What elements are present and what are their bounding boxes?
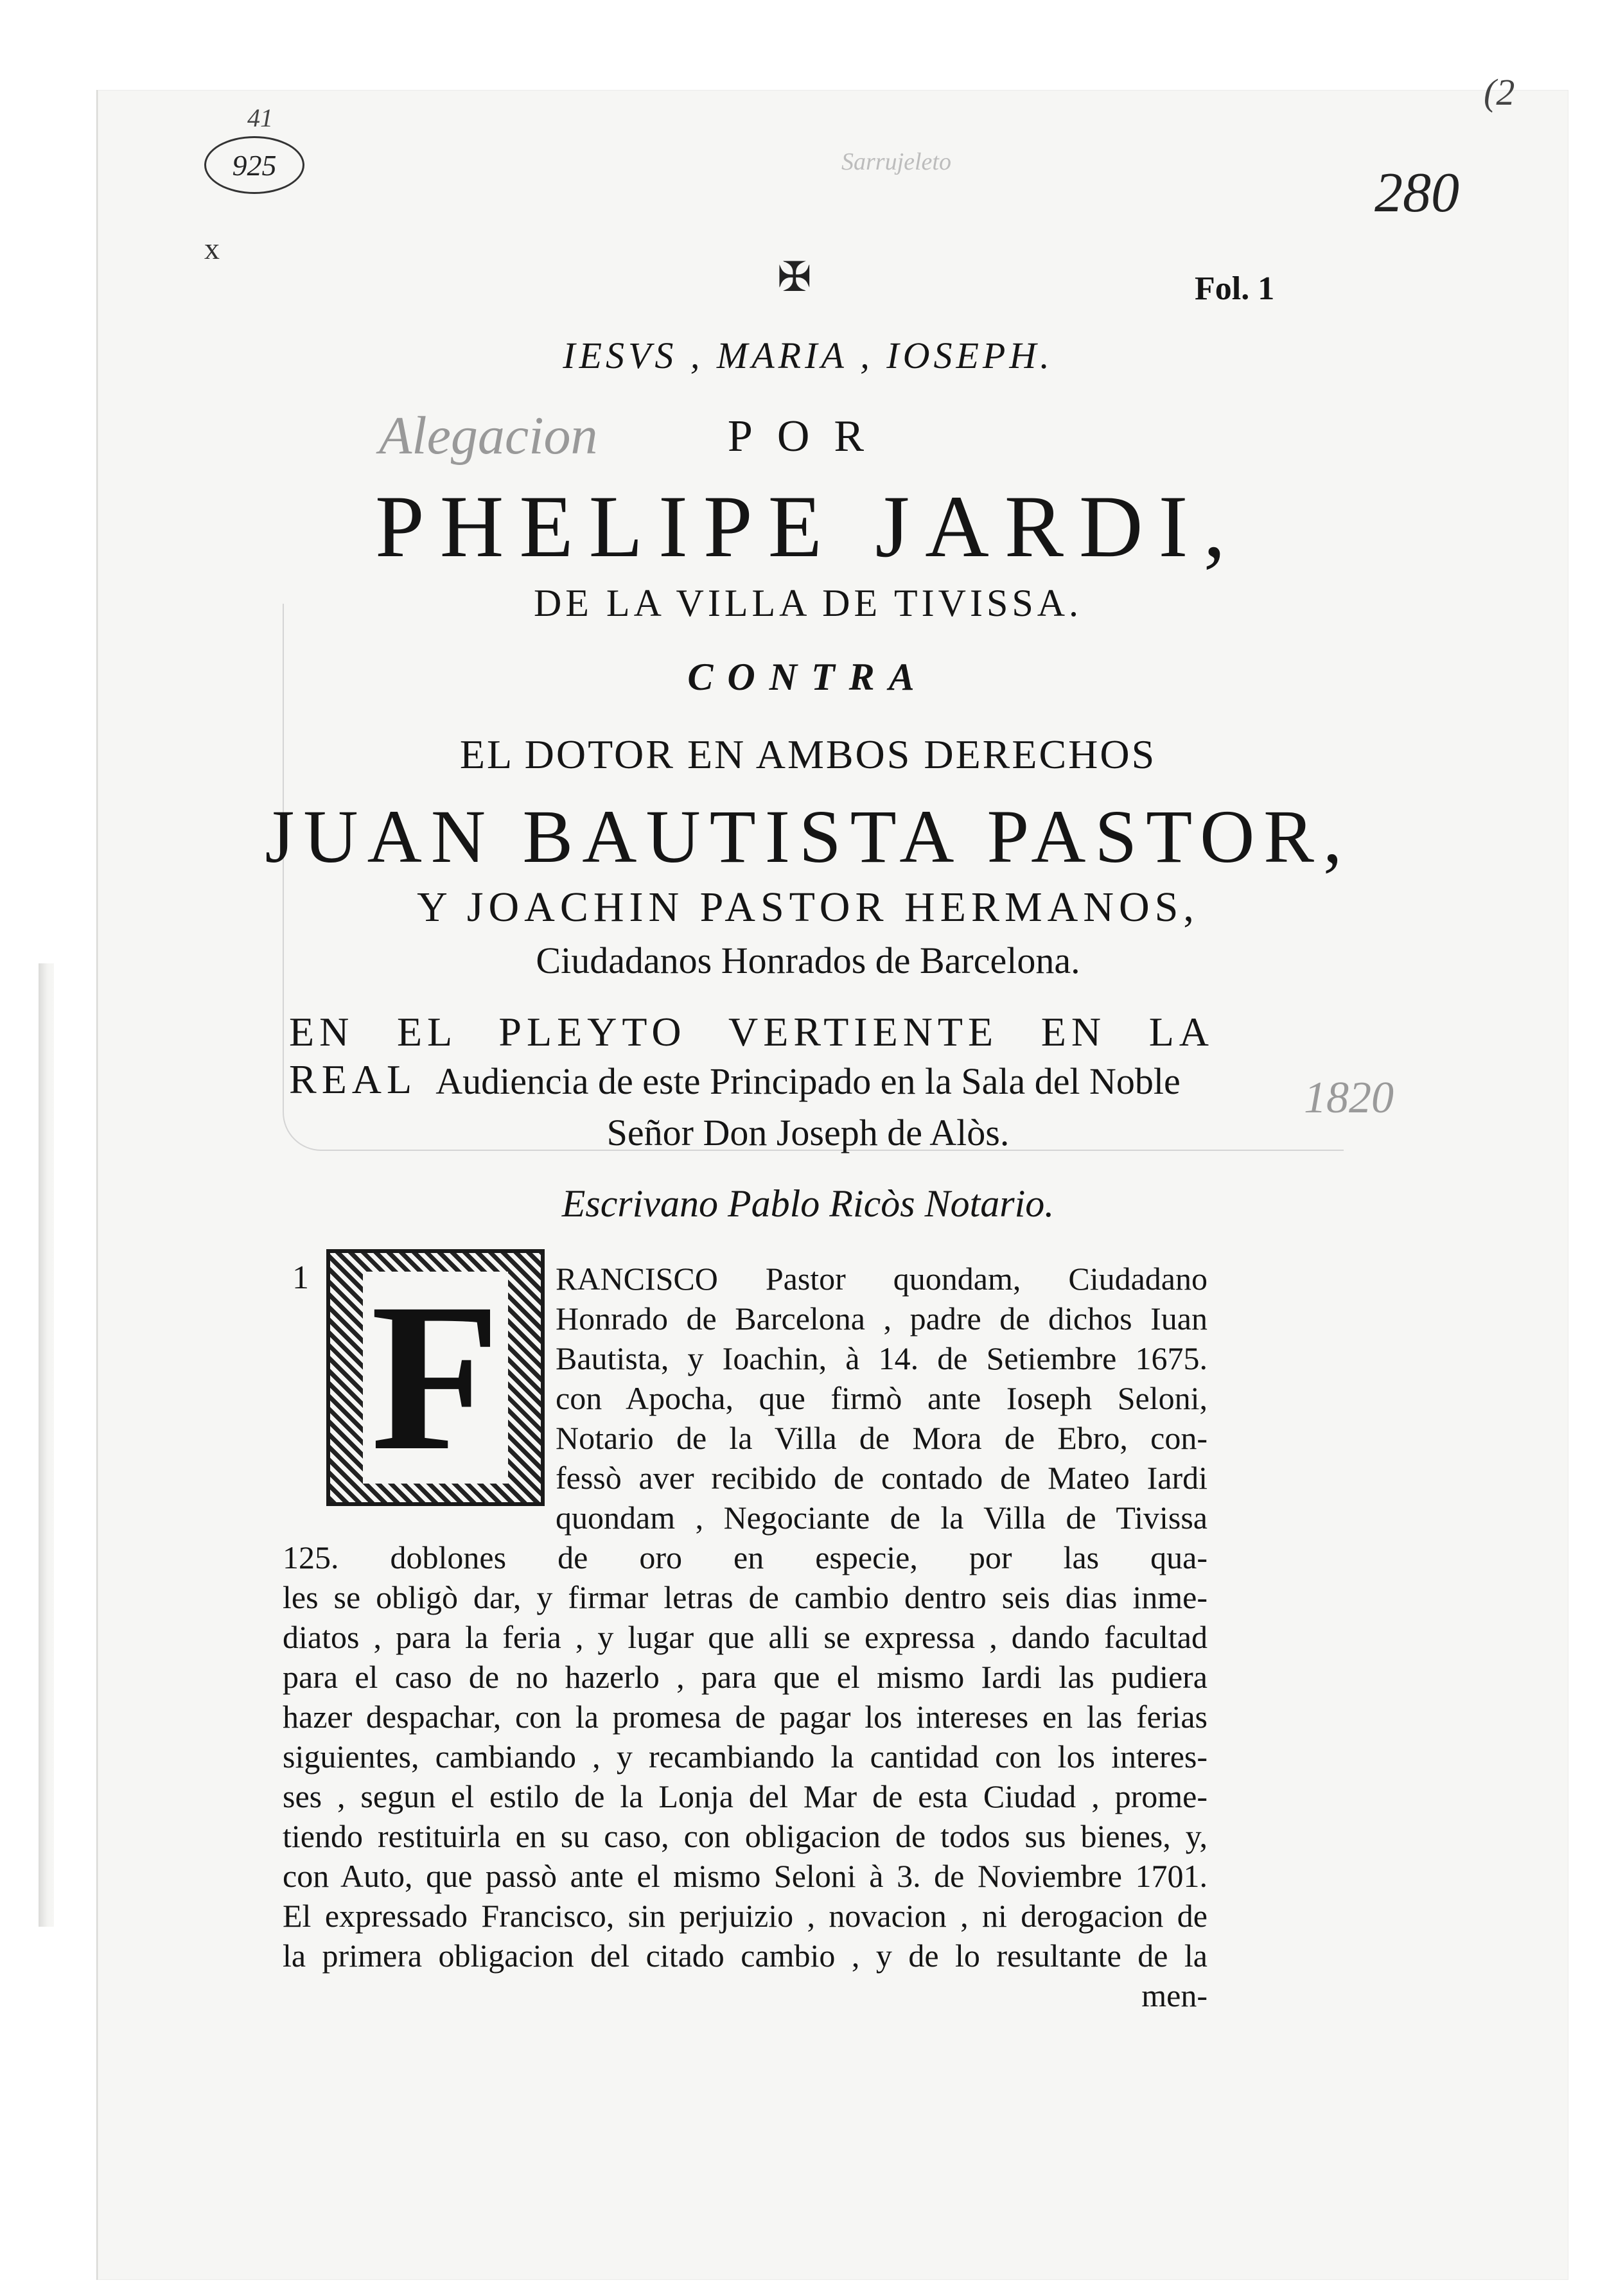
court-line: Audiencia de este Principado en la Sala del Noble [435, 1060, 1181, 1102]
opponent-brother: Y JOACHIN PASTOR HERMANOS, [417, 884, 1199, 931]
archive-number-top: 41 [247, 103, 273, 132]
opponent-name: JUAN BAUTISTA PASTOR, [265, 794, 1351, 879]
text-line: Notario de la Villa de Mora de Ebro, con- [556, 1420, 1208, 1456]
text-line: ses , segun el estilo de la Lonja del Mar de esta Ciudad , prome- [283, 1778, 1208, 1814]
archive-stamp [204, 136, 304, 194]
text-line: El expressado Francisco, sin perjuizio , novacion , ni derogacion de [283, 1898, 1208, 1934]
tick-mark: x [204, 232, 220, 266]
text-line: 125. doblones de oro en especie, por las qua- [283, 1539, 1208, 1575]
notary-line: Escrivano Pablo Ricòs Notario. [561, 1182, 1055, 1225]
text-line: para el caso de no hazerlo , para que el mismo Iardi las pudiera [283, 1659, 1208, 1695]
text-line: RANCISCO Pastor quondam, Ciudadano [556, 1261, 1208, 1297]
initial-letter: F [363, 1272, 508, 1484]
party-town: DE LA VILLA DE TIVISSA. [533, 582, 1083, 624]
paragraph-body [283, 1259, 1208, 2015]
page-edge-wear [39, 963, 54, 1927]
invocation: IESVS , MARIA , IOSEPH. [563, 335, 1053, 376]
archive-stamp-number: 925 [232, 148, 277, 182]
handwritten-alegacion: Alegacion [379, 406, 598, 466]
party-name: PHELIPE JARDI, [374, 477, 1242, 575]
corner-page-number: (2 [1484, 71, 1515, 113]
text-line: la primera obligacion del citado cambio , y de lo resultante de la [283, 1938, 1208, 1974]
lawsuit-line: EN EL PLEYTO VERTIENTE EN LA REAL [289, 1009, 1214, 1102]
opponent-title: EL DOTOR EN AMBOS DERECHOS [459, 732, 1157, 777]
judge-line: Señor Don Joseph de Alòs. [606, 1112, 1010, 1153]
text-line: les se obligò dar, y firmar letras de cambio dentro seis dias inme- [283, 1579, 1208, 1615]
handwritten-folio: 280 [1374, 162, 1459, 224]
text-line: con Auto, que passò ante el mismo Seloni à 3. de Noviembre 1701. [283, 1858, 1208, 1894]
text-line: fessò aver recibido de contado de Mateo Iardi [556, 1460, 1208, 1496]
catchword: men- [1141, 1977, 1208, 2013]
opponent-status: Ciudadanos Honrados de Barcelona. [536, 940, 1080, 981]
text-line: quondam , Negociante de la Villa de Tivissa [556, 1500, 1208, 1536]
text-line: Bautista, y Ioachin, à 14. de Setiembre 1675. [556, 1340, 1208, 1376]
text-line: siguientes, cambiando , y recambiando la cantidad con los interes- [283, 1739, 1208, 1775]
heading-por: POR [727, 412, 889, 461]
text-line: hazer despachar, con la promesa de pagar los intereses en las ferias [283, 1699, 1208, 1735]
paragraph-number: 1 [292, 1259, 309, 1296]
faint-handwriting: Sarrujeleto [841, 148, 951, 175]
text-line: diatos , para la feria , y lugar que alli se expressa , dando facultad [283, 1619, 1208, 1655]
text-line: Honrado de Barcelona , padre de dichos Iuan [556, 1301, 1208, 1336]
margin-number: 1820 [1304, 1073, 1394, 1123]
text-line: tiendo restituirla en su caso, con obligacion de todos sus bienes, y, [283, 1818, 1208, 1854]
cross-icon: ✠ [777, 254, 812, 300]
printed-folio: Fol. 1 [1195, 270, 1275, 307]
text-line: con Apocha, que firmò ante Ioseph Seloni, [556, 1380, 1208, 1416]
heading-contra: CONTRA [687, 656, 929, 698]
